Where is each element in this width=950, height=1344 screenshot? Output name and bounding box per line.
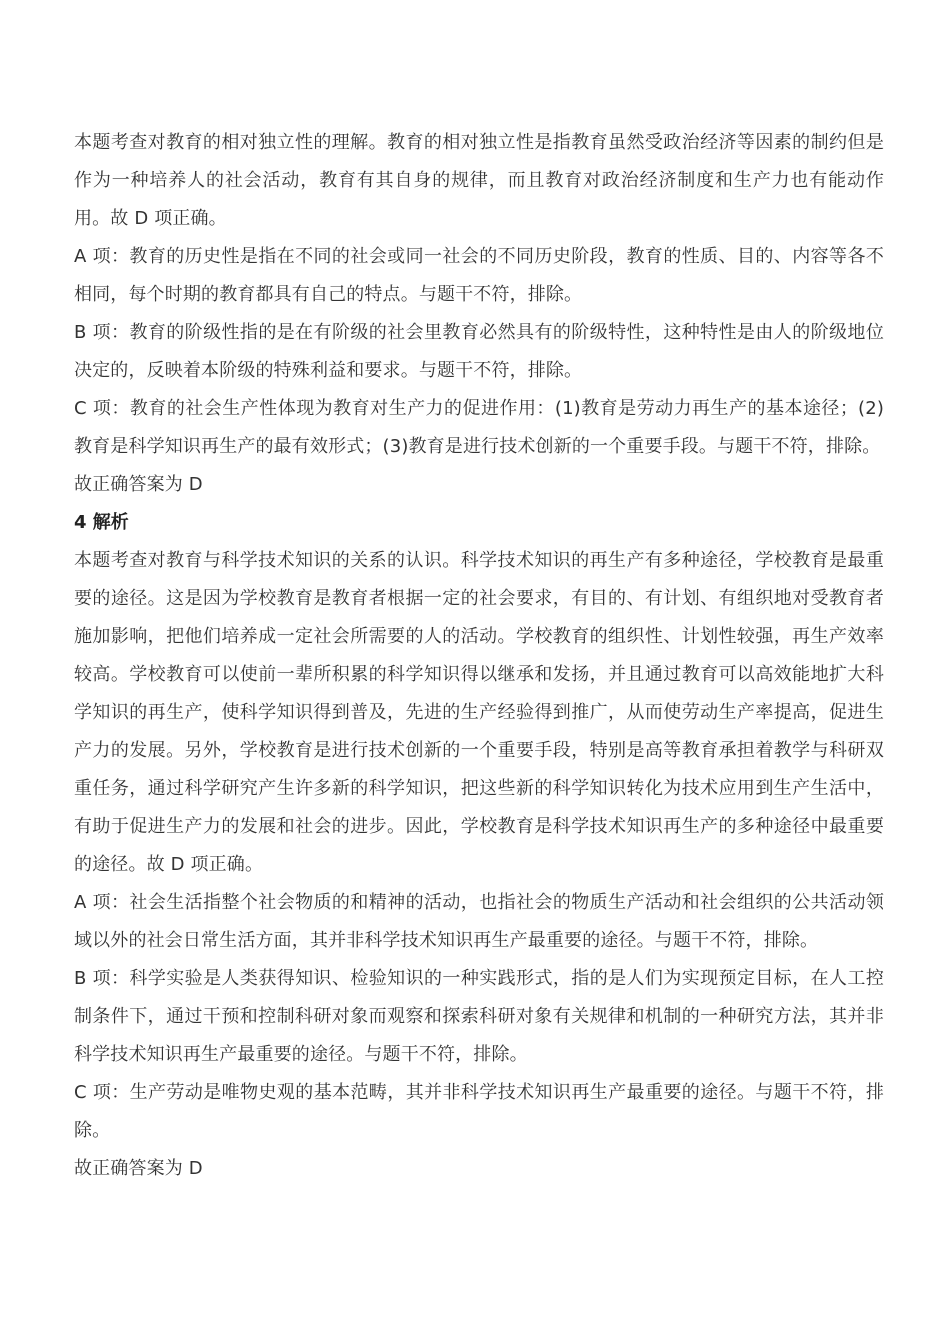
section-heading: 4 解析	[74, 512, 129, 533]
section-4-explanation	[74, 504, 884, 1188]
option-b-paragraph: B 项：教育的阶级性指的是在有阶级的社会里教育必然具有的阶级特性，这种特性是由人的阶级地位决定的，反映着本阶级的特殊利益和要求。与题干不符，排除。	[74, 322, 884, 381]
explanation-paragraph: 本题考查对教育的相对独立性的理解。教育的相对独立性是指教育虽然受政治经济等因素的制约但是作为一种培养人的社会活动，教育有其自身的规律，而且教育对政治经济制度和生产力也有能动作用。故 D 项正确。	[74, 132, 884, 229]
option-c-paragraph: C 项：生产劳动是唯物史观的基本范畴，其并非科学技术知识再生产最重要的途径。与题干不符，排除。	[74, 1082, 884, 1141]
document-page	[74, 124, 884, 1188]
option-c-paragraph: C 项：教育的社会生产性体现为教育对生产力的促进作用：(1)教育是劳动力再生产的基本途径；(2)教育是科学知识再生产的最有效形式；(3)教育是进行技术创新的一个重要手段。与题干不符，排除。	[74, 398, 884, 457]
answer-line: 故正确答案为 D	[74, 1158, 203, 1179]
option-a-paragraph: A 项：社会生活指整个社会物质的和精神的活动，也指社会的物质生产活动和社会组织的公共活动领域以外的社会日常生活方面，其并非科学技术知识再生产最重要的途径。与题干不符，排除。	[74, 892, 884, 951]
explanation-paragraph: 本题考查对教育与科学技术知识的关系的认识。科学技术知识的再生产有多种途径，学校教育是最重要的途径。这是因为学校教育是教育者根据一定的社会要求，有目的、有计划、有组织地对受教育者施加影响，把他们培养成一定社会所需要的人的活动。学校教育的组织性、计划性较强，再生产效率较高。学校教育可以使前一辈所积累的科学知识得以继承和发扬，并且通过教育可以高效能地扩大科学知识的再生产，使科学知识得到普及，先进的生产经验得到推广，从而使劳动生产率提高，促进生产力的发展。另外，学校教育是进行技术创新的一个重要手段，特别是高等教育承担着教学与科研双重任务，通过科学研究产生许多新的科学知识，把这些新的科学知识转化为技术应用到生产生活中，有助于促进生产力的发展和社会的进步。因此，学校教育是科学技术知识再生产的多种途径中最重要的途径。故 D 项正确。	[74, 550, 884, 875]
option-a-paragraph: A 项：教育的历史性是指在不同的社会或同一社会的不同历史阶段，教育的性质、目的、内容等各不相同，每个时期的教育都具有自己的特点。与题干不符，排除。	[74, 246, 884, 305]
answer-line: 故正确答案为 D	[74, 474, 203, 495]
section-3-explanation	[74, 124, 884, 504]
option-b-paragraph: B 项：科学实验是人类获得知识、检验知识的一种实践形式，指的是人们为实现预定目标，在人工控制条件下，通过干预和控制科研对象而观察和探索科研对象有关规律和机制的一种研究方法，其并非科学技术知识再生产最重要的途径。与题干不符，排除。	[74, 968, 884, 1065]
